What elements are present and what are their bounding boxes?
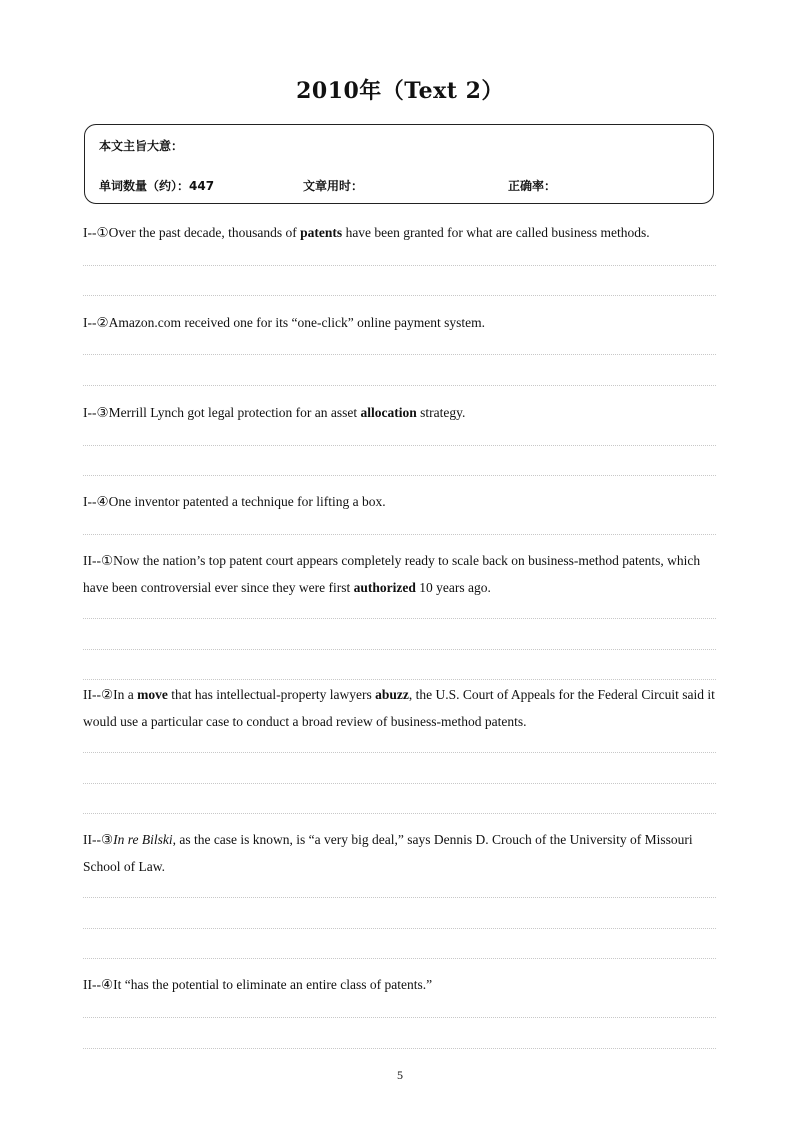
sentence-text: Over the past decade, thousands of [108,225,301,240]
sentence-text: 10 years ago. [415,580,491,595]
answer-line [83,679,716,680]
answer-line [83,445,716,446]
sentence-4 [83,547,723,601]
keyword: authorized [353,580,416,595]
keyword: patents [300,225,343,240]
answer-line [83,354,716,355]
sentence-text: that has intellectual-property lawyers [167,687,376,702]
sentence-text: Amazon.com received one for its “one-click” online payment system. [108,315,485,330]
sentence-text: Merrill Lynch got legal protection for an asset [108,405,361,420]
sentence-text: have been granted for what are called business methods. [342,225,650,240]
accuracy-label: 正确率： [508,179,557,193]
time-used-label: 文章用时： [303,179,364,193]
word-count-label: 单词数量（约）： [99,179,190,193]
answer-line [83,1017,716,1018]
case-name: In re Bilski [113,832,173,847]
answer-line [83,1048,716,1049]
word-count-value: 447 [189,179,215,193]
sentence-marker: II--① [83,553,114,568]
keyword: move [137,687,168,702]
answer-line [83,958,716,959]
sentence-text: Now the nation’s top patent court appears completely ready to scale back on business-method patents, which have been controversial ever since they were first [83,553,701,595]
sentence-text: , as the case is known, is “a very big deal,” says Dennis D. Crouch of the University of Missouri School of Law. [83,832,693,874]
sentence-7 [83,971,723,998]
sentence-marker: I--② [83,315,109,330]
answer-line [83,534,716,535]
word-count [99,177,214,194]
sentence-marker: II--③ [83,832,114,847]
sentence-text: , the U.S. Court of Appeals for the Federal Circuit said it would use a particular case to conduct a broad review of business-method patents. [83,687,715,729]
sentence-marker: I--④ [83,494,109,509]
sentence-2 [83,399,723,426]
sentence-0 [83,219,723,246]
answer-line [83,649,716,650]
sentence-text: strategy. [416,405,466,420]
answer-line [83,897,716,898]
answer-line [83,295,716,296]
sentence-1 [83,309,723,336]
keyword: allocation [360,405,417,420]
answer-line [83,813,716,814]
sentence-5 [83,681,723,735]
sentence-marker: I--③ [83,405,109,420]
answer-line [83,385,716,386]
page-title: 2010年（Text 2） [296,78,504,104]
keyword: abuzz [375,687,409,702]
sentence-3 [83,488,723,515]
sentence-6 [83,826,723,880]
answer-line [83,475,716,476]
sentence-marker: II--② [83,687,114,702]
sentence-text: It “has the potential to eliminate an entire class of patents.” [113,977,433,992]
sentence-text: One inventor patented a technique for lifting a box. [108,494,386,509]
sentence-marker: I--① [83,225,109,240]
answer-line [83,928,716,929]
info-box [84,124,714,204]
main-idea-label: 本文主旨大意： [99,139,184,153]
answer-line [83,783,716,784]
sentence-marker: II--④ [83,977,114,992]
page-number: 5 [397,1068,403,1082]
answer-line [83,752,716,753]
answer-line [83,265,716,266]
sentence-text: In a [113,687,138,702]
answer-line [83,618,716,619]
